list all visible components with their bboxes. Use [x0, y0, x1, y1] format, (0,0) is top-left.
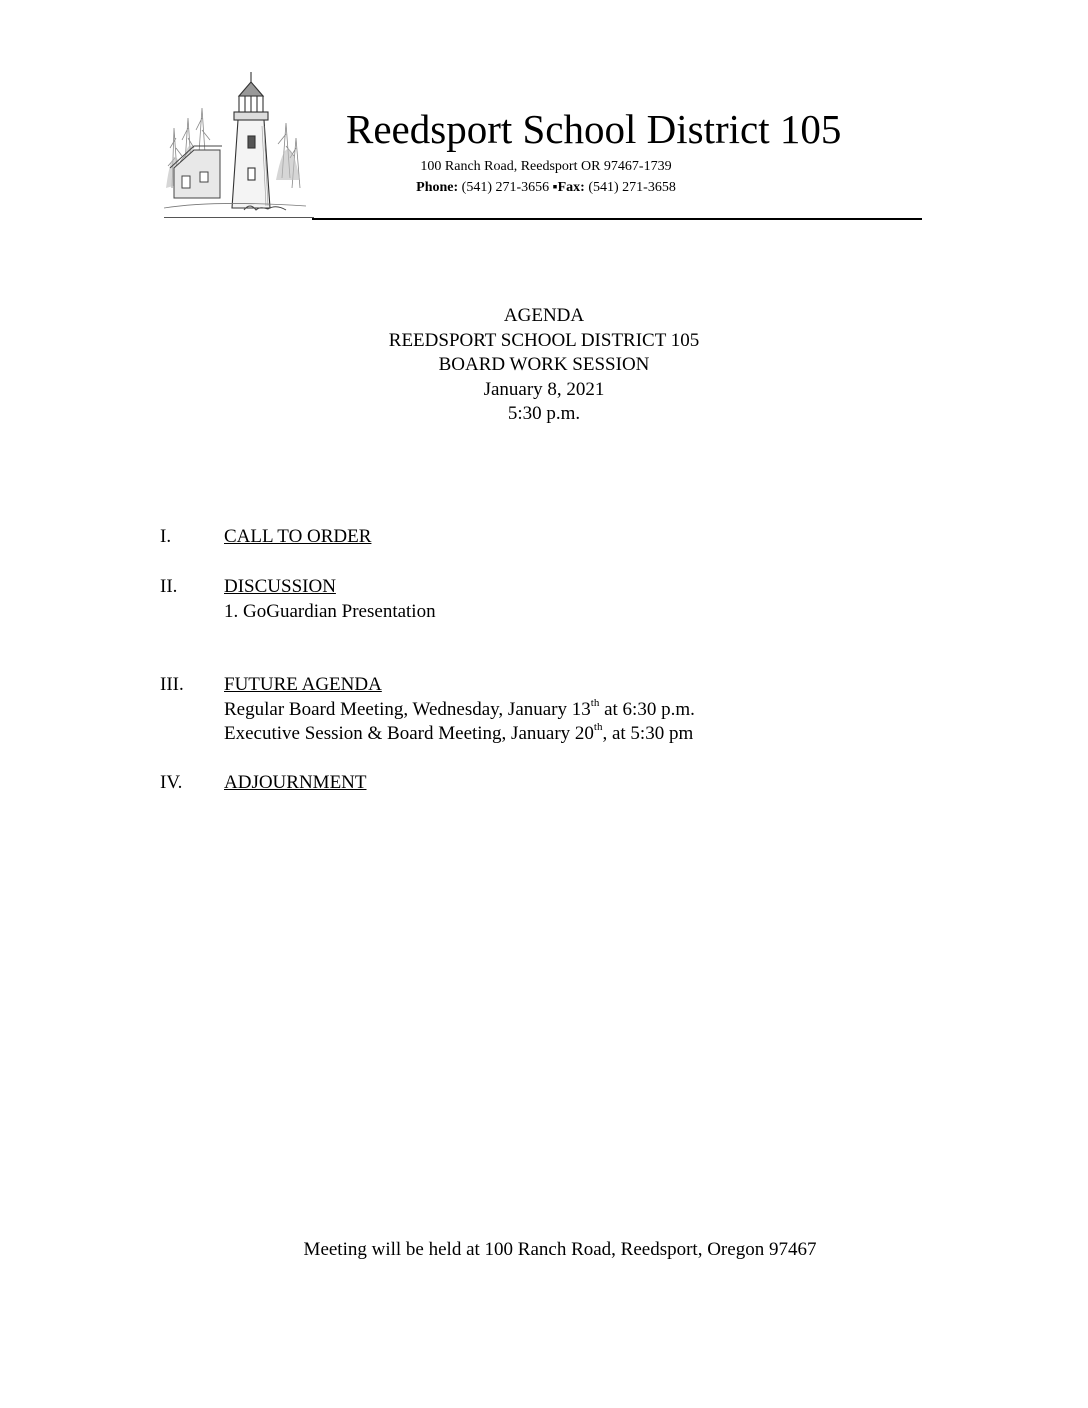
future-item-1-time: at 6:30 p.m. [599, 699, 695, 720]
header-rule [312, 218, 922, 220]
district-contact [346, 179, 746, 197]
section-3-number: III. [160, 674, 184, 695]
section-2-title: DISCUSSION [224, 576, 336, 597]
future-agenda-item-1 [224, 698, 695, 722]
district-title: Reedsport School District 105 [346, 106, 842, 152]
agenda-heading [0, 304, 1088, 427]
future-item-1-suffix: th [590, 696, 600, 709]
section-4-number: IV. [160, 772, 183, 793]
section-1-number: I. [160, 526, 172, 547]
contact-separator: ▪ [552, 180, 558, 195]
agenda-time: 5:30 p.m. [507, 403, 581, 424]
fax-label: Fax: [557, 180, 585, 195]
phone-label: Phone: [416, 180, 459, 195]
future-item-1-text: Regular Board Meeting, Wednesday, January 13 [224, 699, 591, 720]
phone-number: (541) 271-3656 [461, 180, 550, 195]
lighthouse-logo [164, 68, 306, 218]
discussion-item: 1. GoGuardian Presentation [224, 601, 436, 622]
agenda-date: January 8, 2021 [483, 378, 605, 400]
future-item-2-time: , at 5:30 pm [602, 723, 694, 744]
agenda-label: AGENDA [503, 305, 585, 326]
header-rule-left [164, 217, 314, 218]
future-item-2-text: Executive Session & Board Meeting, January 20 [224, 723, 594, 744]
section-3-title: FUTURE AGENDA [224, 674, 382, 695]
agenda-session-type: BOARD WORK SESSION [438, 354, 650, 375]
future-item-2-suffix: th [593, 720, 603, 733]
district-address: 100 Ranch Road, Reedsport OR 97467-1739 [420, 159, 672, 174]
section-4-title: ADJOURNMENT [224, 772, 367, 793]
fax-number: (541) 271-3658 [588, 180, 676, 195]
agenda-district: REEDSPORT SCHOOL DISTRICT 105 [388, 329, 700, 351]
section-2-number: II. [160, 576, 178, 597]
section-1-title: CALL TO ORDER [224, 526, 372, 547]
meeting-location-note: Meeting will be held at 100 Ranch Road, Reedsport, Oregon 97467 [303, 1239, 817, 1260]
future-agenda-item-2 [224, 722, 693, 746]
